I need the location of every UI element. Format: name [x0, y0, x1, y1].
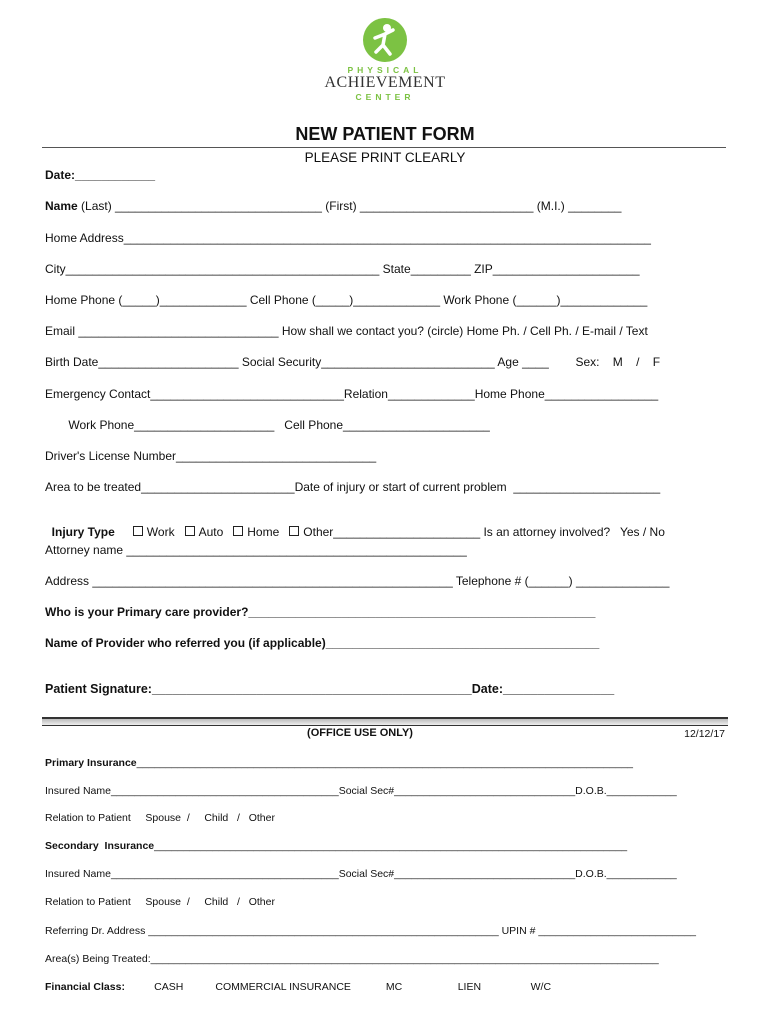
title-rule: [42, 147, 726, 148]
relation-field-1[interactable]: Relation to Patient Spouse / Child / Other: [45, 812, 275, 824]
date-label: Date:: [45, 168, 76, 182]
address-field[interactable]: Address ______________________________________________________ Telephone # (______) ______________: [45, 574, 670, 588]
insured-name-field-2[interactable]: Insured Name_______________________________________Social Sec#_______________________________D.O.B.____________: [45, 868, 677, 880]
secondary-insurance-label: Secondary Insurance: [45, 840, 155, 852]
secondary-insurance-line: _________________________________________________________________________________: [154, 840, 628, 852]
financial-class-row[interactable]: [45, 981, 551, 993]
area-field[interactable]: Area to be treated_______________________Date of injury or start of current problem ______________________: [45, 480, 661, 494]
financial-class-options: CASH COMMERCIAL INSURANCE MC LIEN W/C: [124, 981, 552, 993]
license-field[interactable]: Driver's License Number______________________________: [45, 449, 377, 463]
primary-insurance-label: Primary Insurance: [45, 757, 137, 769]
relation-field-2[interactable]: Relation to Patient Spouse / Child / Other: [45, 896, 275, 908]
auto-option: Auto: [198, 525, 224, 539]
financial-class-label: Financial Class:: [45, 981, 125, 993]
emergency-contact-field[interactable]: Emergency Contact_____________________________Relation_____________Home Phone_________________: [45, 387, 659, 401]
attorney-field[interactable]: Attorney name ___________________________________________________: [45, 543, 467, 557]
name-rest: (Last) _______________________________ (First) __________________________ (M.I.) ________: [77, 199, 622, 213]
work-phone-field[interactable]: Work Phone_____________________ Cell Phone______________________: [45, 418, 490, 432]
form-title: NEW PATIENT FORM: [295, 124, 475, 144]
auto-checkbox[interactable]: [185, 526, 195, 536]
logo-figure-icon: [363, 18, 407, 62]
work-checkbox[interactable]: [133, 526, 143, 536]
name-label: Name: [45, 199, 78, 213]
office-divider: [42, 717, 728, 726]
referred-field[interactable]: Name of Provider who referred you (if applicable)_________________________________________: [45, 636, 600, 650]
logo-line-3: CENTER: [355, 92, 415, 102]
logo-line-1: PHYSICAL: [347, 65, 423, 75]
phones-field[interactable]: Home Phone (_____)_____________ Cell Phone (_____)_____________ Work Phone (______)_____________: [45, 293, 648, 307]
signature-field[interactable]: Patient Signature:______________________________________________Date:________________: [45, 682, 615, 696]
other-checkbox[interactable]: [289, 526, 299, 536]
city-field[interactable]: City_______________________________________________ State_________ ZIP______________________: [45, 262, 640, 276]
injury-type-label: Injury Type: [51, 525, 115, 539]
primary-insurance-field[interactable]: [45, 757, 633, 769]
date-blank: ____________: [75, 168, 156, 182]
areas-treated-field[interactable]: Area(s) Being Treated:_______________________________________________________________________________________: [45, 953, 659, 965]
home-checkbox[interactable]: [233, 526, 243, 536]
form-revision-date: 12/12/17: [684, 728, 725, 740]
other-option: Other______________________ Is an attorney involved? Yes / No: [303, 525, 665, 539]
form-subtitle: PLEASE PRINT CLEARLY: [304, 150, 466, 165]
birth-field[interactable]: Birth Date_____________________ Social Security__________________________ Age ____ Sex: M / F: [45, 355, 661, 369]
logo-line-2: ACHIEVEMENT: [324, 74, 446, 91]
injury-type-row: [45, 511, 665, 539]
home-address-field[interactable]: Home Address_______________________________________________________________________________: [45, 231, 651, 245]
insured-name-field-1[interactable]: Insured Name_______________________________________Social Sec#_______________________________D.O.B.____________: [45, 785, 677, 797]
secondary-insurance-field[interactable]: [45, 840, 627, 852]
work-option: Work: [146, 525, 175, 539]
primary-care-field[interactable]: Who is your Primary care provider?____________________________________________________: [45, 605, 596, 619]
logo: [0, 18, 770, 102]
name-field[interactable]: [45, 199, 621, 213]
referring-address-field[interactable]: Referring Dr. Address ____________________________________________________________ UPIN # ___________________________: [45, 925, 697, 937]
email-field[interactable]: Email ______________________________ How shall we contact you? (circle) Home Ph. / Cell Ph. / E-mail / Text: [45, 324, 648, 338]
home-option: Home: [247, 525, 280, 539]
office-use-heading: (OFFICE USE ONLY): [307, 727, 413, 739]
primary-insurance-line: _____________________________________________________________________________________: [136, 757, 634, 769]
date-field[interactable]: [45, 168, 155, 182]
